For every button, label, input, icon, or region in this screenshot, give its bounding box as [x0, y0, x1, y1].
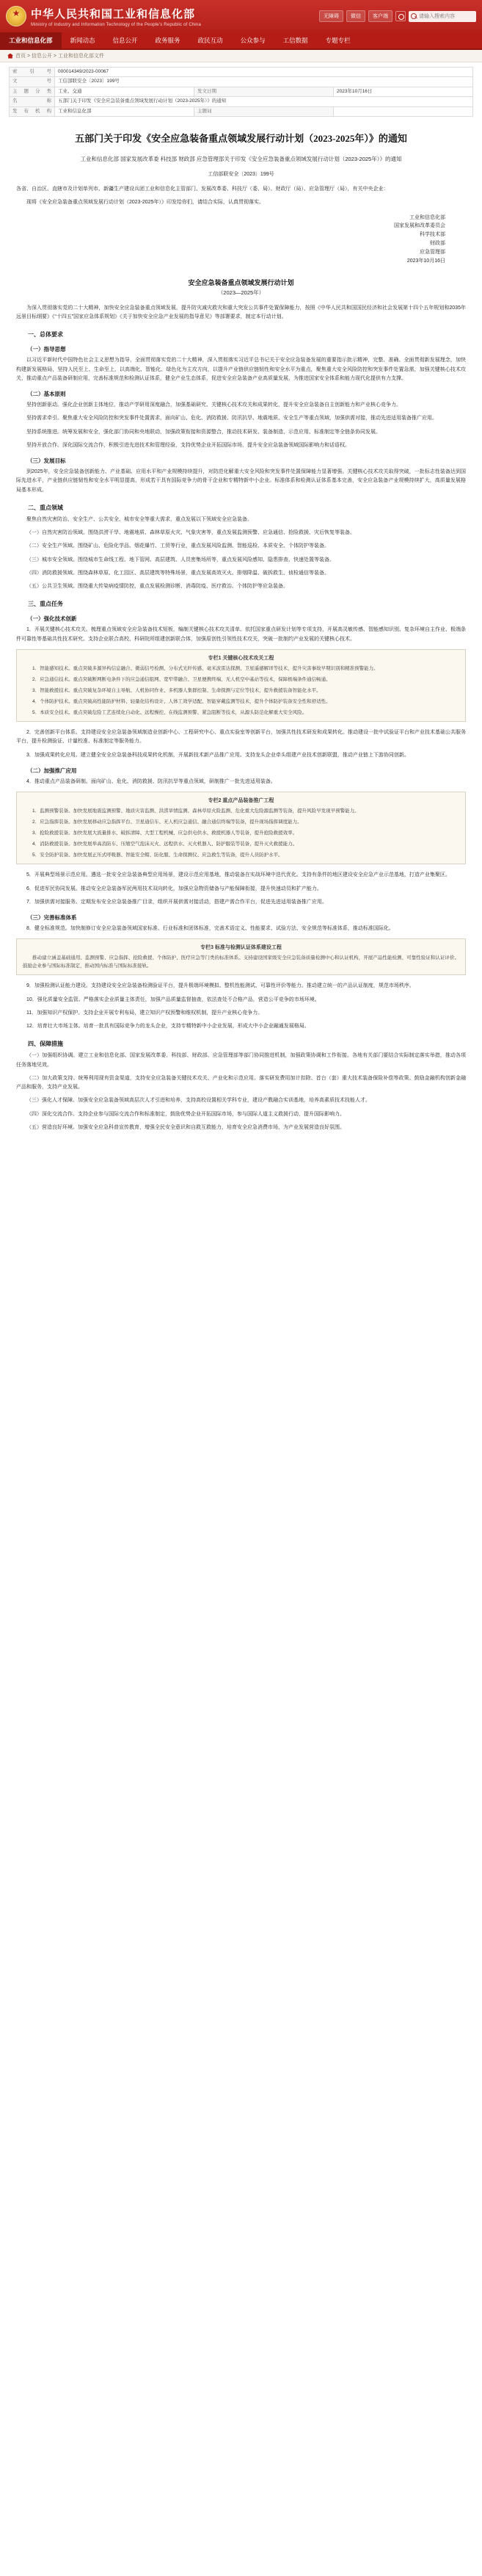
- paragraph-41: （四）深化交流合作。支持企业参与国际交流合作和标准制定，鼓励优势企业开拓国际市场，参与国际人道主义救援行动，提升国际影响力。: [26, 1111, 345, 1117]
- paragraph-34: 10．强化质量安全监管。严格落实企业质量主体责任，加强产品质量监督抽查，依法查处不合格产品，营造公平竞争的市场环境。: [26, 996, 320, 1002]
- callout-paragraph-1: 2．应急指挥装备。加快发展移动应急指挥平台、卫星通信车、无人机应急通信、融合通信终端等装备，提升现场指挥调度能力。: [32, 820, 302, 825]
- issuing-line: 工业和信息化部 国家发展改革委 科技部 财政部 应急管理部关于印发《安全应急装备重点领域发展行动计划（2023-2025年）》的通知: [80, 156, 402, 163]
- section-heading-19: （一）强化技术创新: [27, 615, 77, 623]
- site-header: [0, 0, 482, 32]
- meta-value: 工业、交通: [55, 87, 194, 96]
- intro-paragraph: 现将《安全应急装备重点领域发展行动计划（2023-2025年）》印发给你们，请结合实际，认真贯彻落实。: [26, 200, 264, 206]
- paragraph-7: 坚持系统推进。统筹发展和安全，强化部门协同和央地联动，加强政策衔接和资源整合，推动技术研发、装备制造、示范应用、标准制定等全链条协同发展。: [26, 429, 381, 435]
- nav-item-7[interactable]: 专题专栏: [325, 37, 351, 44]
- callout-title: 专栏2 重点产品装备推广工程: [208, 798, 274, 804]
- callout-paragraph-0: 推动建立涵盖基础通用、监测预警、应急指挥、抢险救援、个体防护、医疗应急等门类的标准体系。支持建设国家级安全应急装备质量检测中心和认证机构，开展产品性能检测、可靠性验证和认证评价。鼓励企业参与国际标准制定，推动国内标准与国际标准接轨。: [23, 955, 459, 969]
- callout-paragraph-0: 1．智能感知技术。重点突破多源异构信息融合、微弱信号检测、分布式光纤传感、毫米波雷达探测、卫星遥感解译等技术，提升灾害事故早期识别和精准预警能力。: [32, 665, 379, 671]
- signature-line-4: 应急管理部: [420, 250, 445, 256]
- page-title: 五部门关于印发《安全应急装备重点领域发展行动计划（2023-2025年）》的通知: [75, 133, 407, 145]
- plan-title: 安全应急装备重点领域发展行动计划: [188, 278, 294, 286]
- paragraph-40: （三）强化人才保障。加强安全应急装备领域高层次人才引进和培养，支持高校设置相关学科专业，建设产教融合实训基地，培养高素质技术技能人才。: [26, 1098, 370, 1104]
- recipients-line: 各省、自治区、直辖市及计划单列市、新疆生产建设兵团工业和信息化主管部门、发展改革委、科技厅（委、局）、财政厅（局）、应急管理厅（局），有关中央企业：: [16, 187, 389, 192]
- meta-value: 五部门关于印发《安全应急装备重点领域发展行动计划（2023-2025年）》的通知: [55, 97, 473, 106]
- paragraph-6: 坚持需求牵引。聚焦重大安全风险防控和突发事件处置需求，面向矿山、危化、消防救援、防汛抗旱、地震地质、安全生产等重点领域，加强供需对接，推动先进适用装备推广应用。: [26, 416, 437, 422]
- nav-item-4[interactable]: 政民互动: [197, 37, 223, 44]
- paragraph-13: （一）自然灾害防治领域。围绕洪涝干旱、地震地质、森林草原火灾、气象灾害等，重点发展监测预警、应急通信、抢险救援、灾后恢复等装备。: [26, 530, 355, 536]
- wechat-button[interactable]: 微信: [346, 10, 365, 22]
- signature-block: [16, 214, 466, 266]
- callout-paragraph-4: 5．安全防护装备。加快发展正压式呼吸器、智能安全帽、防化服、生命探测仪、应急救生等装备，提升人员防护水平。: [32, 853, 283, 858]
- document-number: 工信部联安全〔2023〕199号: [208, 172, 274, 178]
- signature-line-2: 科学技术部: [420, 232, 445, 238]
- callout-paragraph-2: 3．智能救援技术。重点突破复杂环境自主导航、人机协同作业、多机器人集群控制、生命探测与定位等技术，提升救援装备智能化水平。: [32, 688, 321, 694]
- callout-title: 专栏1 关键核心技术攻关工程: [208, 655, 274, 661]
- paragraph-20: 1．开展关键核心技术攻关。梳理重点领域安全应急装备技术短板，编制关键核心技术攻关清单。依托国家重点研发计划等专项支持，开展高灵敏传感、智能感知识别、复杂环境自主作业、极端条件可靠性等基础共性技术研究。支持企业联合高校、科研院所组建创新联合体，加强原创性引领性技术攻关，突破一批制约产业发展的关键核心技术。: [16, 627, 466, 642]
- signature-line-5: 2023年10月16日: [406, 258, 445, 264]
- meta-value: [334, 106, 473, 116]
- meta-table: [9, 67, 473, 117]
- meta-key: 主题分类: [10, 87, 55, 96]
- meta-value: 000014349/2023-00067: [55, 68, 473, 77]
- paragraph-42: （五）营造良好环境。加强安全应急科普宣传教育，增强全民安全意识和自救互救能力，培育安全应急消费市场，为产业发展营造良好氛围。: [26, 1124, 345, 1130]
- paragraph-33: 9．加强检测认证能力建设。支持建设安全应急装备检测验证平台，提升极端环境模拟、整机性能测试、可靠性评价等能力。推动建立统一的产品认证制度，规范市场秩序。: [26, 983, 415, 989]
- paragraph-28: 6．促进军民协同发展。推动安全应急装备军民两用技术双向转化，加强应急物资储备与产能保障衔接，提升快速动员和扩产能力。: [26, 886, 322, 891]
- breadcrumb: [0, 50, 482, 62]
- header-tools: [319, 10, 476, 22]
- paragraph-8: 坚持开放合作。深化国际交流合作，积极引进先进技术和管理经验，支持优势企业开拓国际市场，提升安全应急装备领域国际影响力和话语权。: [26, 442, 350, 448]
- callout-paragraph-3: 4．个体防护技术。重点突破高性能防护材料、轻量化结构设计、人体工效学适配、智能穿戴监测等技术，提升个体防护装备安全性和舒适性。: [32, 699, 331, 705]
- paragraph-5: 坚持创新驱动。强化企业创新主体地位，推动产学研用深度融合，加强基础研究、关键核心技术攻关和成果转化，提升安全应急装备自主创新能力和产业核心竞争力。: [26, 402, 401, 408]
- nav-item-5[interactable]: 公众参与: [240, 37, 266, 44]
- nav-item-2[interactable]: 信息公开: [112, 37, 138, 44]
- callout-title: 专栏3 标准与检测认证体系建设工程: [200, 945, 282, 951]
- table-row: [10, 106, 473, 116]
- main-nav: [0, 32, 482, 50]
- meta-key: 发布机构: [10, 106, 55, 116]
- paragraph-12: 聚焦自然灾害防治、安全生产、公共安全、城市安全等重大需求，重点发展以下领域安全应急装备。: [26, 516, 252, 522]
- site-title-cn: 中华人民共和国工业和信息化部: [31, 7, 196, 21]
- nav-item-6[interactable]: 工信数据: [282, 37, 308, 44]
- section-heading-18: 三、重点任务: [28, 601, 63, 608]
- callout-paragraph-3: 4．消防救援装备。加快发展举高消防车、压缩空气泡沫灭火、远程供水、灭火机器人、防护服装等装备，提升灭火救援能力。: [32, 842, 298, 847]
- meta-value: 工信部联安全〔2023〕199号: [55, 77, 473, 87]
- meta-key: 名 称: [10, 97, 55, 106]
- meta-key: 文 号: [10, 77, 55, 87]
- nav-item-3[interactable]: 政务服务: [155, 37, 180, 44]
- paragraph-27: 5．开展典型场景示范应用。遴选一批安全应急装备典型应用场景，建设示范应用基地，推动装备在实战环境中迭代优化。支持有条件的地区建设安全应急产业示范基地，打造产业集聚区。: [26, 872, 450, 878]
- callout-paragraph-2: 3．抢险救援装备。加快发展大流量排水、破拆清障、大型工程机械、应急供电供水、救援机器人等装备，提升抢险救援效率。: [32, 831, 298, 836]
- section-heading-4: （二）基本原则: [27, 391, 66, 398]
- paragraph-3: 以习近平新时代中国特色社会主义思想为指导，全面贯彻落实党的二十大精神，深入贯彻落实习近平总书记关于安全应急装备发展的重要指示批示精神，完整、准确、全面贯彻新发展理念，加快构建新发展格局，坚持人民至上、生命至上，以高端化、智能化、绿色化为主攻方向，以提升产业链供应链韧性和安全水平为重点，聚焦重大安全风险防控和突发事件处置急需，加强关键核心技术攻关，推动重点产品装备研制应用，完善标准规范和检测认证体系，健全产业生态体系，促进安全应急装备产业高质量发展，为推进国家安全体系和能力现代化提供有力支撑。: [16, 358, 466, 381]
- meta-key: 发文日期: [194, 87, 334, 96]
- paragraph-10: 到2025年，安全应急装备创新能力、产业基础、应用水平和产业规模持续提升，对防范化解重大安全风险和突发事件处置保障能力显著增强。关键核心技术攻关取得突破，一批标志性装备达到国际先进水平，产业链供应链韧性和安全水平明显提高，形成若干具有国际竞争力的骨干企业和专精特新中小企业。标准体系和检测认证体系基本完善，安全应急装备产业规模持续扩大，高质量发展格局基本形成。: [16, 469, 466, 493]
- paragraph-0: 为深入贯彻落实党的二十大精神，加快安全应急装备重点领域发展，提升防灾减灾救灾和重大突发公共事件处置保障能力，按照《中华人民共和国国民经济和社会发展第十四个五年规划和2035年远景目标纲要》《“十四五”国家应急体系规划》《关于加快安全应急产业发展的指导意见》等部署要求，制定本行动计划。: [16, 305, 466, 320]
- meta-key: 主题词: [194, 106, 334, 116]
- meta-value: 工业和信息化部: [55, 106, 194, 116]
- home-icon[interactable]: [7, 54, 13, 59]
- table-row: [10, 87, 473, 96]
- section-heading-24: （二）加强推广应用: [27, 767, 77, 774]
- paragraph-17: （五）公共卫生领域。围绕重大传染病疫情防控，重点发展检测诊断、消毒防疫、医疗救治、个体防护等应急装备。: [26, 584, 288, 590]
- callout-box-26: [16, 792, 466, 864]
- paragraph-16: （四）消防救援领域。围绕森林草原、化工园区、高层建筑等特殊场景，重点发展高效灭火、排烟降温、破拆救生、侦检通信等装备。: [26, 570, 329, 576]
- table-row: [10, 68, 473, 77]
- plan-sections: [16, 304, 466, 1132]
- nav-item-0[interactable]: 工业和信息化部: [0, 32, 62, 48]
- callout-paragraph-1: 2．应急通信技术。重点突破断网断电条件下的应急通信组网、宽窄带融合、卫星便携终端、无人机空中基站等技术，保障极端条件通信畅通。: [32, 676, 331, 682]
- section-heading-1: 一、总体要求: [28, 331, 63, 339]
- callout-box-21: [16, 649, 466, 722]
- search-icon: [411, 13, 417, 20]
- breadcrumb-separator: >: [51, 54, 58, 59]
- paragraph-38: （一）加强组织协调。建立工业和信息化部、国家发展改革委、科技部、财政部、应急管理部等部门协同推进机制，加强政策协调和工作衔接。各地有关部门要结合实际制定落实举措，推动各项任务落地见效。: [16, 1053, 466, 1068]
- callout-paragraph-4: 5．本质安全技术。重点突破危险工艺连续化自动化、远程操控、在线监测预警、紧急阻断等技术，从源头防范化解重大安全风险。: [32, 710, 307, 716]
- paragraph-23: 3．加强成果转化应用。建立健全安全应急装备科技成果转化机制，开展新技术新产品推广应用。支持龙头企业牵头组建产业技术创新联盟，推动产业链上下游协同创新。: [26, 752, 409, 758]
- signature-line-0: 工业和信息化部: [409, 214, 445, 220]
- accessibility-button[interactable]: 无障碍: [319, 10, 343, 22]
- meta-key: 索引号: [10, 68, 55, 77]
- search-box[interactable]: [409, 11, 476, 22]
- breadcrumb-separator: >: [26, 54, 32, 59]
- search-input[interactable]: [417, 13, 474, 20]
- meta-value: 2023年10月16日: [334, 87, 473, 96]
- section-heading-11: 二、重点领域: [28, 504, 63, 511]
- section-heading-37: 四、保障措施: [28, 1041, 63, 1048]
- paragraph-14: （二）安全生产领域。围绕矿山、危险化学品、烟花爆竹、工贸等行业，重点发展风险监测、智能巡检、本质安全、个体防护等装备。: [26, 543, 329, 549]
- paragraph-35: 11．加强知识产权保护。支持企业开展专利布局，建立知识产权预警和维权机制，提升产业核心竞争力。: [26, 1010, 263, 1016]
- signature-line-3: 财政部: [430, 241, 445, 247]
- document-meta: [0, 62, 482, 118]
- section-heading-2: （一）指导思想: [27, 346, 66, 353]
- callout-paragraph-0: 1．监测预警装备。加快发展地震监测预警、地质灾害监测、洪涝旱情监测、森林草原火险监测、危化重大危险源监测等装备，提升风险早发现早预警能力。: [32, 808, 359, 814]
- paragraph-31: 8．健全标准规范。加快制修订安全应急装备领域国家标准、行业标准和团体标准，完善术语定义、性能要求、试验方法、安全规范等标准体系，推动标准国际化。: [26, 926, 394, 932]
- callout-box-32: [16, 938, 466, 975]
- paragraph-15: （三）城市安全领域。围绕城市生命线工程、地下管网、高层建筑、人员密集场所等，重点发展风险感知、隐患排查、快速处置等装备。: [26, 557, 335, 562]
- document-body: [0, 118, 482, 1151]
- breadcrumb-item-0[interactable]: 首页: [15, 54, 26, 59]
- breadcrumb-item-1[interactable]: 信息公开: [31, 54, 52, 59]
- breadcrumb-item-2[interactable]: 工业和信息化部文件: [57, 54, 104, 59]
- app-button[interactable]: 客户端: [368, 10, 392, 22]
- paragraph-22: 2．完善创新平台体系。支持建设安全应急装备领域制造业创新中心、工程研究中心、重点实验室等创新平台，加强共性技术研发和成果转化。推动建设一批中试验证平台和产业技术基础公共服务平台，提升检测验证、计量校准、标准制定等服务能力。: [16, 730, 466, 745]
- paragraph-36: 12．培育壮大市场主体。培育一批具有国际竞争力的龙头企业，支持专精特新中小企业发展，形成大中小企业融通发展格局。: [26, 1024, 310, 1030]
- site-title-en: Ministry of Industry and Information Technology of the People's Republic of China: [31, 22, 202, 27]
- table-row: [10, 77, 473, 87]
- grid-icon[interactable]: [395, 11, 406, 21]
- table-row: [10, 97, 473, 106]
- section-heading-9: （三）发展目标: [27, 457, 66, 465]
- plan-period: （2023—2025年）: [217, 289, 265, 296]
- nav-item-1[interactable]: 新闻动态: [70, 37, 95, 44]
- section-heading-30: （三）完善标准体系: [27, 914, 77, 922]
- paragraph-39: （二）加大政策支持。统筹利用现有资金渠道，支持安全应急装备关键技术攻关、产业化和示范应用。落实研发费用加计扣除、首台（套）重大技术装备保险补偿等政策。鼓励金融机构创新金融产品和服务，支持产业发展。: [16, 1075, 466, 1090]
- paragraph-25: 4．推动重点产品装备研制。面向矿山、危化、消防救援、防汛抗旱等重点领域，研制推广一批先进适用装备。: [26, 778, 276, 784]
- national-emblem-icon: [6, 6, 26, 26]
- paragraph-29: 7．加强供需对接服务。定期发布安全应急装备推广目录，组织开展供需对接活动，搭建产需合作平台，促进先进适用装备推广应用。: [26, 899, 327, 905]
- signature-line-1: 国家发展和改革委员会: [394, 223, 445, 229]
